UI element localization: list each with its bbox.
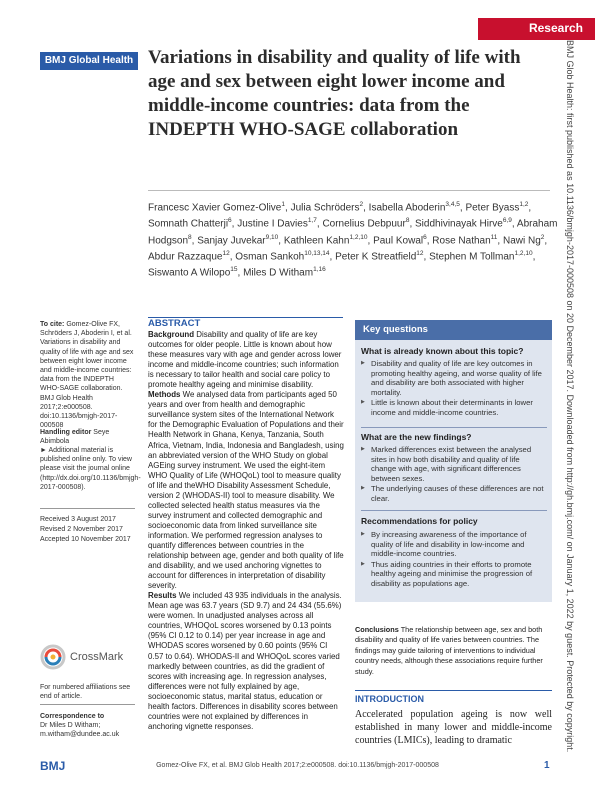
abstract-body (148, 330, 344, 732)
key-questions-heading: Key questions (363, 324, 428, 335)
additional-material-note[interactable]: ► Additional material is published online only. To view please visit the journal online (http://dx.doi.org/10.1136/bmjgh-2017-000508). (40, 447, 141, 491)
author-name: Abraham Hodgson (148, 218, 558, 246)
revised-date: Revised 2 November 2017 (40, 526, 123, 533)
key-questions-header (355, 320, 552, 340)
author-name: Isabella Aboderin (368, 202, 446, 214)
crossmark-label: CrossMark (70, 651, 124, 663)
author-affiliation: 1,2,10 (349, 233, 368, 241)
author-name: Sanjay Juvekar (197, 234, 266, 246)
conclusions-block (355, 625, 552, 677)
introduction-heading: INTRODUCTION (355, 694, 424, 704)
author-name: Stephen M Tollman (429, 251, 515, 263)
background-text: Disability and quality of life are key outcomes for older people. Little is known about how these measures vary with age and gender across lower income and middle-income countries; such information is necessary to tailor health and social care policy to promote healthy ageing and minimise disability. (148, 330, 342, 390)
conclusions-label: Conclusions (355, 625, 399, 634)
author-name: Francesc Xavier Gomez-Olive (148, 202, 282, 214)
author-affiliation: 15 (230, 266, 238, 274)
new-findings-list (361, 445, 547, 505)
author-affiliation: 11 (490, 233, 498, 241)
known-list (361, 359, 547, 419)
author-affiliation: 1,2,10 (514, 249, 533, 257)
author-name: Cornelius Debpuur (322, 218, 406, 230)
crossmark-badge[interactable] (40, 643, 135, 673)
results-text: We included 43 935 individuals in the analysis. Mean age was 63.7 years (SD 9.7) and 24 434 (55.6%) were women. In unadjusted analyses across all countries, WHOQoL scores worsened by 0.13 points (95% CI 0.12 to 0.14) per year increase in age and WHODAS scores worsened by 0.60 points (95% CI 0.57 to 0.64). WHODAS-II and WHOQoL scores varied markedly between countries, as did the gradient of scores with increasing age. In regression analyses, differences were not fully explained by age, socioeconomic status, marital status, education or health factors. Differences in disability scores between countries were not explained by differences in anchoring vignette responses. (148, 591, 342, 731)
handling-editor (40, 428, 135, 446)
results-label: Results (148, 591, 177, 601)
author-name: Paul Kowal (373, 234, 424, 246)
cite-text: Gomez-Olive FX, Schröders J, Aboderin I, et al. Variations in disability and quality of life with age and sex between eight lower income and middle-income countries: data from the INDEPTH WHO-SAGE collaboration. BMJ Glob Health 2017;2:e000508. doi:10.1136/bmjgh-2017-000508 (40, 321, 134, 430)
author-affiliation: 8 (405, 217, 410, 225)
author-name: Abdur Razzaque (148, 251, 223, 263)
section-label: Research (528, 21, 583, 35)
author-affiliation: 2 (540, 233, 545, 241)
correspondence-block (40, 712, 135, 740)
list-item: ▶ Little is known about their determinants in lower income and middle-income countries. (361, 398, 547, 417)
citation-block (40, 320, 135, 430)
title-divider (148, 190, 550, 191)
author-affiliation: 1,7 (307, 217, 317, 225)
author-name: Peter Byass (465, 202, 520, 214)
cite-label: To cite: (40, 321, 65, 328)
box-divider (361, 510, 547, 511)
conclusions-text: The relationship between age, sex and both disability and quality of life varies between countries. The findings may guide tailoring of interventions to individual country needs, although these associations require further study. (355, 625, 543, 676)
author-name: Siswanto A Wilopo (148, 267, 231, 279)
article-title: Variations in disability and quality of life with age and sex between eight lower income and middle-income countries: data from the INDEPTH WHO-SAGE collaboration (148, 47, 521, 140)
list-item: ▶ Disability and quality of life are key outcomes in promoting healthy ageing, and worse quality of life and disability are both associated with higher mortality. (361, 359, 547, 397)
author-affiliation: 1,2 (519, 201, 529, 208)
author-affiliation: 1 (281, 201, 285, 208)
author-affiliation: 9,10 (265, 233, 279, 241)
correspondence-email[interactable]: m.witham@dundee.ac.uk (40, 731, 120, 739)
author-name: Kathleen Kahn (283, 234, 350, 246)
new-findings-heading: What are the new findings? (361, 432, 472, 442)
author-affiliation: 10,13,14 (304, 249, 330, 257)
author-name: Justine I Davies (237, 218, 308, 230)
list-item: ▶ Thus aiding countries in their efforts to promote healthy ageing and minimise the progression of disability as populations age. (361, 560, 547, 589)
section-label-bar (478, 18, 595, 40)
footer-citation: Gomez-Olive FX, et al. BMJ Glob Health 2017;2:e000508. doi:10.1136/bmjgh-2017-000508 (156, 762, 439, 769)
received-date: Received 3 August 2017 (40, 516, 116, 523)
author-name: Nawi Ng (502, 234, 541, 246)
abstract-heading: ABSTRACT (148, 318, 201, 329)
author-affiliation: 2 (359, 201, 364, 208)
editor-name: Seye Abimbola (40, 429, 110, 446)
correspondence-name: Dr Miles D Witham; (40, 722, 101, 730)
author-name: Miles D Witham (243, 267, 314, 279)
author-name: Peter K Streatfield (335, 251, 417, 263)
accepted-date: Accepted 10 November 2017 (40, 536, 131, 543)
author-list: Francesc Xavier Gomez-Olive$^1$, Julia Schröders$^2$, Isabella Aboderin$^{3,4,5}$, Peter Byass$^{1,2}$, Somnath Chatterji$^6$, Justine I Davies$^{1,7}$, Cornelius Debpuur$^8$, Siddhivinayak Hirve$^{6,9}$, Abraham Hodgson$^8$, Sanjay Juvekar$^{9,10}$, Kathleen Kahn$^{1,2,10}$, Paul Kowal$^6$, Rose Nathan$^{11}$, Nawi Ng$^2$, Abdur Razzaque$^{12}$, Osman Sankoh$^{10,13,14}$, Peter K Streatfield$^{12}$, Stephen M Tollman$^{1,2,10}$, Siswanto A Wilopo$^{15}$, Miles D Witham$^{1,16}$ (148, 201, 558, 279)
policy-list (361, 530, 547, 590)
list-item: ▶ Marked differences exist between the analysed sites in how both disability and quality of life change with age, with significant differences between sexes. (361, 445, 547, 483)
journal-badge[interactable]: BMJ Global Health (40, 52, 138, 70)
author-affiliation: 6,9 (502, 217, 512, 225)
box-divider (361, 427, 547, 428)
author-affiliation: 12 (416, 249, 424, 257)
author-affiliation: 6 (423, 233, 427, 241)
author-affiliation: 8 (188, 233, 192, 241)
introduction-rule (355, 690, 552, 691)
download-notice (565, 40, 587, 753)
author-affiliation: 6 (228, 217, 232, 225)
background-label: Background (148, 330, 195, 339)
download-notice-text: BMJ Glob Health: first published as 10.1136/bmjgh-2017-000508 on 20 December 2017. Downloaded from http://gh.bmj.com/ on January 1, 2022 by guest. Protected by copyright. (565, 40, 575, 753)
policy-heading: Recommendations for policy (361, 516, 478, 526)
sidebar-divider (40, 508, 135, 509)
sidebar-divider (40, 704, 135, 705)
author-name: Rose Nathan (432, 234, 491, 246)
author-name: Osman Sankoh (235, 251, 305, 263)
page-number: 1 (544, 760, 550, 771)
introduction-text: Accelerated population ageing is now well established in many lower and middle-income countries (LMICs), leading to dramatic (355, 709, 552, 746)
publisher-logo: BMJ (40, 759, 66, 773)
author-name: Julia Schröders (290, 202, 360, 214)
correspondence-label: Correspondence to (40, 713, 105, 720)
affiliations-note: For numbered affiliations see end of article. (40, 684, 131, 701)
author-affiliation: 1,16 (313, 266, 326, 274)
list-item: ▶ By increasing awareness of the importance of quality of life and disability in low-income and middle-income countries. (361, 530, 547, 559)
editor-label: Handling editor (40, 429, 92, 436)
known-heading: What is already known about this topic? (361, 346, 524, 356)
author-affiliation: 3,4,5 (445, 201, 460, 208)
methods-label: Methods (148, 390, 181, 400)
author-name: Somnath Chatterji (148, 218, 229, 230)
methods-text: We analysed data from participants aged 50 years and over from health and demographic surveillance system sites of the International Network for the Demographic Evaluation of Populations and their Health Network in Ghana, Kenya, Tanzania, South Africa, Vietnam, India, Indonesia and Bangladesh, using an abbreviated version of the WHO Study on global AGEing survey instrument. We used the eight-item WHO Quality of Life (WHOQoL) tool to measure quality of life and theWHO Disability Assessment Schedule, version 2 (WHODAS-II) tool to measure disability. We collected selected health status measures via the survey instrument and collected demographic and socioeconomic data from linked surveillance site information. We performed regression analyses to quantify differences between countries in the relationship between age, gender and both quality of life and disability, and we used anchoring vignettes to account for differences in interpretation of disability severity. (148, 390, 344, 591)
author-name: Siddhivinayak Hirve (415, 218, 503, 230)
list-item: ▶ The underlying causes of these differences are not clear. (361, 484, 547, 503)
author-affiliation: 12 (222, 249, 230, 257)
